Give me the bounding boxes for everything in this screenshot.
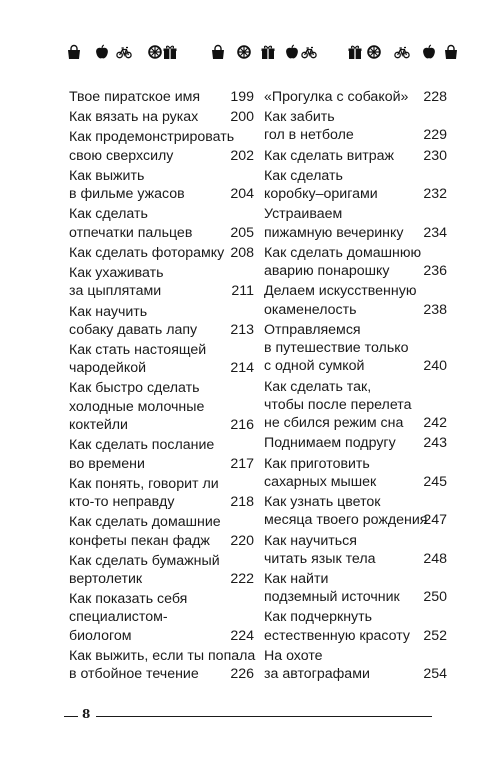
toc-entry (69, 379, 254, 434)
toc-entry-title (264, 434, 447, 452)
toc-entry-page-number: 226 (230, 666, 254, 683)
handbag-icon (66, 44, 82, 60)
toc-entry-title-line: Как сделать витраж (264, 147, 395, 164)
toc-entry-title-line: не сбился режим сна (264, 415, 404, 432)
toc-entry-title-line: коробку–оригами (264, 186, 378, 203)
toc-entry (264, 88, 447, 106)
toc-entry-title-line: На охоте (264, 647, 323, 664)
toc-entry-title-line: месяца твоего рождения (264, 512, 428, 529)
bicycle-icon (301, 44, 317, 60)
toc-entry-title-line: Поднимаем подругу (264, 435, 396, 452)
toc-entry-title-line: Как ухаживать (69, 265, 164, 282)
toc-entry-title-line: с одной сумкой (264, 358, 365, 375)
toc-entry-page-number: 252 (423, 627, 447, 644)
toc-entry-title (264, 378, 447, 433)
toc-entry-title (264, 108, 447, 145)
toc-entry-title-line: гол в нетболе (264, 127, 354, 144)
toc-entry-title (69, 244, 254, 262)
toc-entry-page-number: 232 (423, 186, 447, 203)
toc-entry (264, 434, 447, 452)
page-number: 8 (82, 707, 91, 721)
toc-entry-title-line: коктейли (69, 417, 128, 434)
toc-entry-title-line: биологом (69, 627, 132, 644)
toc-entry-title-line: аварию понарошку (264, 263, 390, 280)
toc-entry (264, 570, 447, 607)
toc-entry-title (69, 303, 254, 340)
toc-entry-title-line: Как узнать цветок (264, 494, 381, 511)
toc-entry-title-line: Как подчеркнуть (264, 609, 373, 626)
toc-entry (264, 493, 447, 530)
toc-entry-page-number: 216 (230, 417, 254, 434)
toc-entry-title (264, 532, 447, 569)
toc-entry (69, 552, 254, 589)
toc-entry-page-number: 245 (423, 473, 447, 490)
toc-entry-title-line: в путешествие только (264, 340, 409, 357)
toc-entry-title-line: за автографами (264, 666, 370, 683)
toc-entry (264, 647, 447, 684)
bicycle-icon (394, 44, 410, 60)
toc-entry-title-line: Как сделать бумажный (69, 552, 220, 569)
toc-entry-title-line: Как забить (264, 109, 335, 126)
toc-entry-page-number: 248 (423, 550, 447, 567)
toc-entry-title-line: Отправляемся (264, 321, 361, 338)
toc-entry-title-line: в фильме ужасов (69, 186, 185, 203)
toc-entry (69, 128, 254, 165)
toc-entry-title (264, 205, 447, 242)
pizza-icon (236, 44, 252, 60)
toc-entry-title-line: кто-то неправду (69, 494, 175, 511)
toc-entry-title-line: естественную красоту (264, 627, 410, 644)
toc-entry-page-number: 224 (230, 627, 254, 644)
toc-entry-title-line: Как продемонстрировать (69, 129, 235, 146)
toc-entry (264, 167, 447, 204)
toc-entry-title (69, 88, 254, 106)
toc-entry-title (264, 88, 447, 106)
toc-entry-title (69, 341, 254, 378)
toc-entry-page-number: 217 (230, 455, 254, 472)
toc-entry-title-line: Как выжить, если ты попала (69, 647, 256, 664)
toc-entry-title-line: Как стать настоящей (69, 341, 207, 358)
toc-entry-title-line: чтобы после перелета (264, 396, 412, 413)
toc-entry-page-number: 208 (230, 244, 254, 261)
toc-entry-title-line: Как научиться (264, 532, 357, 549)
toc-entry-page-number: 200 (230, 109, 254, 126)
handbag-icon (210, 44, 226, 60)
toc-entry-page-number: 228 (423, 89, 447, 105)
toc-entry-title (264, 570, 447, 607)
toc-entry-page-number: 202 (230, 147, 254, 164)
pizza-icon (366, 44, 382, 60)
toc-entry-title-line: чародейкой (69, 360, 147, 377)
toc-entry-title (69, 647, 254, 684)
toc-entry-title-line: Как найти (264, 571, 329, 587)
toc-entry-title-line: окаменелость (264, 301, 357, 318)
toc-entry-title-line: вертолетик (69, 571, 143, 587)
toc-entry-title (69, 552, 254, 589)
toc-entry (69, 475, 254, 512)
toc-entry-title (69, 590, 254, 645)
toc-entry-title-line: за цыплятами (69, 283, 162, 300)
toc-entry-title-line: Как сделать (264, 167, 343, 184)
toc-entry (69, 590, 254, 645)
toc-entry-page-number: 236 (423, 263, 447, 280)
toc-entry (264, 378, 447, 433)
toc-entry (69, 647, 254, 684)
toc-entry (264, 608, 447, 645)
footer-rule-right (96, 716, 432, 717)
toc-entry-page-number: 199 (230, 89, 254, 105)
toc-entry-title-line: Как приготовить (264, 455, 370, 472)
toc-entry-title-line: в отбойное течение (69, 666, 199, 683)
toc-entry-title-line: Как научить (69, 303, 148, 320)
toc-entry-title-line: сахарных мышек (264, 473, 377, 490)
toc-entry-page-number: 247 (423, 512, 447, 529)
toc-entry-page-number: 204 (230, 186, 254, 203)
toc-entry-title-line: Как вязать на руках (69, 109, 199, 126)
toc-entry (69, 513, 254, 550)
toc-entry-title-line: холодные молочные (69, 398, 205, 415)
toc-entry-title (264, 244, 447, 281)
toc-entry (264, 532, 447, 569)
toc-entry-page-number: 234 (423, 224, 447, 241)
toc-entry-page-number: 205 (230, 224, 254, 241)
toc-entry (264, 321, 447, 376)
gift-icon (260, 44, 276, 60)
toc-entry-page-number: 229 (423, 127, 447, 144)
toc-entry-title-line: во времени (69, 455, 145, 472)
apple-icon (284, 44, 300, 60)
handbag-icon (443, 44, 459, 60)
toc-entry (264, 455, 447, 492)
toc-entry-title (264, 147, 447, 165)
toc-entry (69, 108, 254, 126)
toc-entry-page-number: 240 (423, 358, 447, 375)
pizza-icon (147, 44, 163, 60)
toc-entry (264, 282, 447, 319)
toc-entry-title (69, 167, 254, 204)
toc-entry-title-line: отпечатки пальцев (69, 224, 193, 241)
toc-entry-title (264, 647, 447, 684)
toc-entry-title (69, 475, 254, 512)
toc-entry-title (264, 321, 447, 376)
toc-entry-title-line: читать язык тела (264, 550, 376, 567)
toc-entry-title (69, 436, 254, 473)
toc-left-column (69, 88, 254, 685)
toc-entry-title-line: свою сверхсилу (69, 147, 174, 164)
toc-entry-title (69, 108, 254, 126)
toc-entry-title-line: Как сделать послание (69, 437, 215, 454)
toc-entry-title-line: «Прогулка с собакой» (264, 89, 409, 105)
toc-entry-title (264, 282, 447, 319)
toc-entry-title (264, 493, 447, 530)
toc-entry (69, 303, 254, 340)
toc-entry-title-line: Как понять, говорит ли (69, 475, 219, 492)
toc-entry-title-line: Делаем искусственную (264, 283, 417, 300)
bicycle-icon (116, 44, 132, 60)
toc-entry-title (69, 379, 254, 434)
toc-entry-title-line: Устраиваем (264, 206, 343, 223)
toc-entry (69, 167, 254, 204)
toc-entry-title-line: Как быстро сделать (69, 380, 200, 397)
gift-icon (162, 44, 178, 60)
toc-entry-title (264, 455, 447, 492)
apple-icon (94, 44, 110, 60)
toc-entry-page-number: 218 (230, 494, 254, 511)
toc-entry-title-line: собаку давать лапу (69, 321, 198, 338)
toc-entry-page-number: 242 (423, 415, 447, 432)
apple-icon (421, 44, 437, 60)
toc-entry (264, 205, 447, 242)
toc-entry-title-line: специалистом- (69, 609, 168, 626)
toc-entry (69, 436, 254, 473)
toc-entry (69, 244, 254, 262)
footer-rule-left (64, 716, 78, 717)
toc-entry-page-number: 220 (230, 532, 254, 549)
toc-entry-title (69, 513, 254, 550)
toc-entry-title (264, 167, 447, 204)
toc-entry-title-line: подземный источник (264, 589, 400, 606)
toc-entry-title (69, 128, 254, 165)
toc-entry-title (69, 264, 254, 301)
toc-entry-page-number: 254 (423, 666, 447, 683)
toc-entry (264, 244, 447, 281)
toc-entry-page-number: 243 (423, 435, 447, 452)
toc-entry-title-line: Как сделать так, (264, 378, 372, 395)
toc-entry (69, 88, 254, 106)
toc-entry-page-number: 211 (231, 283, 254, 300)
toc-entry (264, 147, 447, 165)
toc-entry-title-line: конфеты пекан фадж (69, 532, 210, 549)
toc-right-column (264, 88, 447, 685)
toc-entry (69, 341, 254, 378)
toc-entry-title-line: пижамную вечеринку (264, 224, 404, 241)
toc-entry-title (264, 608, 447, 645)
gift-icon (347, 44, 363, 60)
toc-entry-title (69, 205, 254, 242)
toc-entry-page-number: 238 (423, 301, 447, 318)
decorative-icon-row (0, 44, 500, 66)
toc-entry-title-line: Как сделать (69, 206, 148, 223)
toc-entry-page-number: 214 (230, 360, 254, 377)
toc-entry-page-number: 222 (230, 571, 254, 587)
toc-entry (69, 205, 254, 242)
toc-entry (69, 264, 254, 301)
toc-entry-title-line: Как сделать домашние (69, 514, 221, 531)
toc-entry-title-line: Как сделать фоторамку (69, 244, 225, 261)
toc-entry-page-number: 250 (423, 589, 447, 606)
toc-entry-title-line: Как сделать домашнюю (264, 244, 422, 261)
toc-entry-title-line: Твое пиратское имя (69, 89, 201, 105)
toc-entry-page-number: 213 (230, 321, 254, 338)
toc-entry-title-line: Как показать себя (69, 591, 188, 608)
toc-entry-title-line: Как выжить (69, 167, 145, 184)
toc-entry-page-number: 230 (423, 147, 447, 164)
toc-entry (264, 108, 447, 145)
